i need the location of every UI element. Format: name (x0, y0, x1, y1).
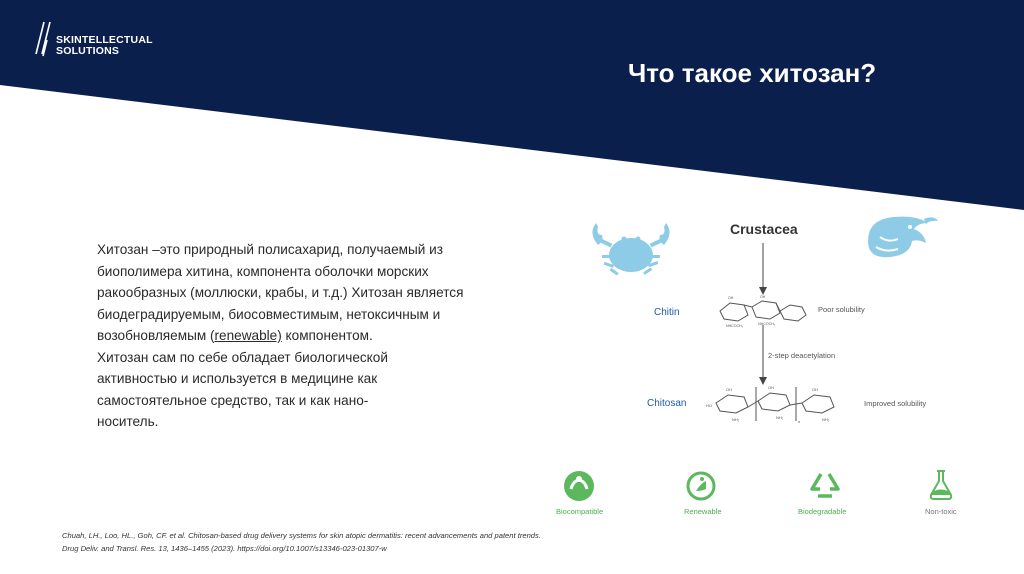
logo-slash-icon (34, 20, 56, 58)
body-line: самостоятельное средство, так и как нано- (97, 392, 369, 408)
svg-text:NH₂: NH₂ (822, 417, 830, 422)
chitosan-figure (556, 205, 970, 525)
citation-line: Drug Deliv. and Transl. Res. 13, 1436–1455 (2023). https://doi.org/10.1007/s13346-023-01307-w (62, 544, 387, 553)
body-line: ракообразных (моллюски, крабы, и т.д.) Хитозан является (97, 285, 464, 300)
svg-text:NHCOCH₃: NHCOCH₃ (726, 324, 744, 328)
svg-text:OH: OH (768, 385, 774, 390)
recycle-triangle-icon (809, 470, 841, 500)
body-line: Хитозан –это природный полисахарид, получаемый из (97, 242, 443, 257)
body-line-text: возобновляемым ( (97, 328, 215, 343)
svg-text:OH: OH (728, 296, 734, 300)
svg-text:OH: OH (726, 387, 732, 392)
body-paragraph (97, 239, 492, 433)
badge-label-biodegradable: Biodegradable (798, 507, 847, 516)
improved-solubility-label: Improved solubility (864, 399, 927, 408)
body-line-text: компонентом. (281, 328, 373, 343)
arrow-down-icon (758, 243, 768, 295)
recycle-people-icon (562, 469, 596, 503)
svg-text:OH: OH (812, 387, 818, 392)
body-line (97, 325, 492, 347)
body-line: биодеградируемым, биосовместимым, нетоксичным и (97, 306, 441, 322)
body-line: Хитозан сам по себе обладает биологической (97, 349, 388, 365)
poor-solubility-label: Poor solubility (818, 305, 865, 314)
company-logo (34, 20, 174, 64)
body-line: активностью и используется в медицине как (97, 371, 378, 386)
badge-label-renewable: Renewable (684, 507, 722, 516)
crab-icon (586, 213, 676, 283)
svg-text:n: n (798, 419, 801, 424)
body-line: биополимера хитина, компонента оболочки морских (97, 263, 429, 279)
slide-title: Что такое хитозан? (628, 58, 877, 88)
deacetylation-label: 2-step deacetylation (768, 351, 836, 360)
svg-text:OH: OH (760, 295, 766, 299)
logo-line-1: SKINTELLECTUAL (56, 34, 153, 46)
arrow-down-icon (758, 325, 768, 385)
chitin-label: Chitin (654, 307, 680, 318)
badge-label-non-toxic: Non-toxic (925, 507, 957, 516)
renewable-hand-icon (686, 471, 716, 501)
svg-text:NHCOCH₃: NHCOCH₃ (758, 322, 776, 326)
renewable-link[interactable]: renewable) (214, 328, 282, 343)
svg-text:HO: HO (706, 403, 712, 408)
citation-line: Chuah, LH., Loo, HL., Goh, CF. et al. Chitosan-based drug delivery systems for skin atopic dermatitis: recent advancements and patent trends. (62, 531, 541, 540)
flask-icon (928, 469, 954, 501)
body-line: носитель. (97, 414, 159, 429)
svg-text:NH₂: NH₂ (732, 417, 740, 422)
svg-text:NH₂: NH₂ (776, 415, 784, 420)
badge-label-biocompatible: Biocompatible (556, 507, 604, 516)
citation (62, 529, 541, 555)
logo-text (56, 35, 153, 57)
crustacea-label: Crustacea (730, 221, 798, 237)
logo-line-2: SOLUTIONS (56, 45, 120, 57)
chitosan-label: Chitosan (647, 398, 687, 409)
chitin-structure-diagram (714, 293, 810, 329)
shrimp-icon (860, 211, 940, 271)
chitosan-structure-diagram (706, 381, 856, 425)
